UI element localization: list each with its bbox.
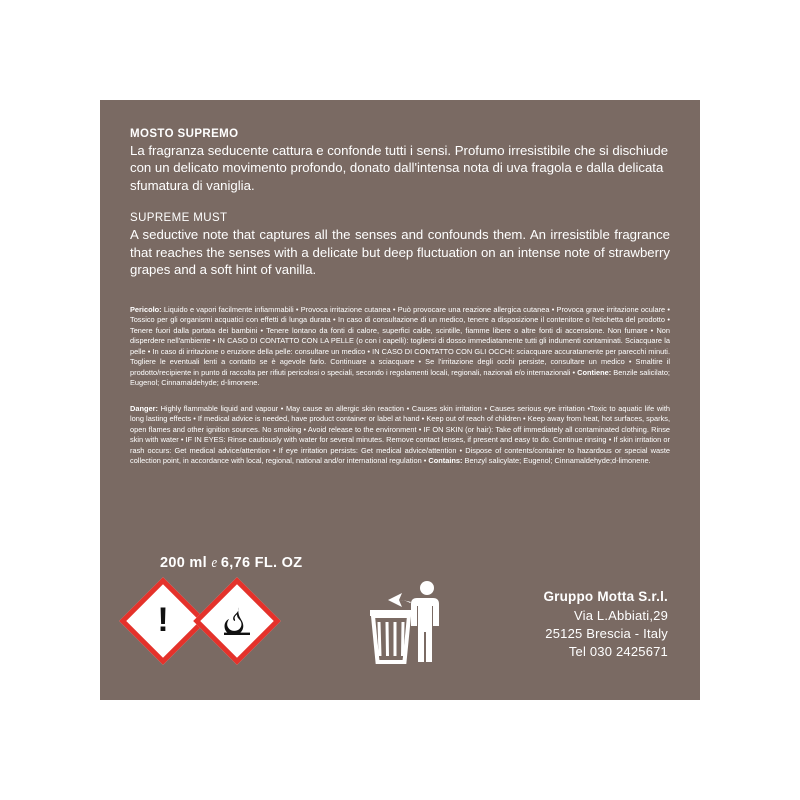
company-phone: Tel 030 2425671: [568, 643, 668, 659]
hazard-statement-english: [130, 404, 670, 467]
hazard-italian-text: Liquido e vapori facilmente infiammabili • Provoca irritazione cutanea • Può provocare una reazione allergica cutanea • Provoca grave irritazione oculare • Tossico per gli organismi acquatici con effetti di lunga durata • In caso di consultazione di un medico, tenere a disposizione il contenitore o l'etichetta del prodotto • Tenere fuori dalla portata dei bambini • Tenere lontano da fonti di calore, superfici calde, scintille, fiamme libere o altre fonti di accensione. Non fumare • Non disperdere nell'ambiente • IN CASO DI CONTATTO CON LA PELLE (o con i capelli): togliersi di dosso immediatamente tutti gli indumenti contaminati. Sciacquare la pelle • In caso di irritazione o eruzione della pelle: consultare un medico • IN CASO DI CONTATTO CON GLI OCCHI: sciacquare accuratamente per parecchi minuti. Togliere le eventuali lenti a contatto se è agevole farlo. Continuare a sciacquare • Se l'irritazione degli occhi persiste, consultare un medico • Smaltire il prodotto/recipiente in punto di raccolta per rifiuti pericolosi o speciali, secondo i regolamenti locali, regionali, nazionali e/o internazionali •: [130, 304, 670, 377]
pictogram-group: [132, 590, 268, 652]
english-title: SUPREME MUST: [130, 212, 228, 225]
company-address-line1: Via L.Abbiati,29: [573, 607, 668, 623]
disposal-icon-wrap: [365, 580, 455, 671]
company-block: [543, 588, 668, 660]
tidyman-bin-icon: [365, 580, 455, 666]
volume-row: [160, 555, 302, 572]
hazard-english-contains-text: Benzyl salicylate; Eugenol; Cinnamaldehyde;d-limonene.: [462, 456, 651, 466]
product-label: [100, 100, 700, 700]
volume-metric: 200 ml: [160, 555, 207, 571]
hazard-italian-contains-lead: Contiene:: [577, 367, 612, 377]
estimated-sign-icon: e: [211, 555, 218, 571]
hazard-english-lead: Danger:: [130, 403, 158, 413]
company-address-line2: 25125 Brescia - Italy: [545, 625, 668, 641]
exclamation-glyph: !: [157, 601, 169, 639]
ghs02-flame-icon: [193, 577, 281, 665]
hazard-statement-italian: [130, 305, 670, 389]
volume-imperial: 6,76 FL. OZ: [220, 555, 303, 571]
hazard-english-text: Highly flammable liquid and vapour • May cause an allergic skin reaction • Causes skin irritation • Causes serious eye irritation •Toxic to aquatic life with long lasting effects • If medical advice is needed, have product container or label at hand • Keep out of reach of children • Keep away from heat, hot surfaces, sparks, open flames and other ignition sources. No smoking • Avoid release to the environment • IF ON SKIN (or hair): Take off immediately all contaminated clothing. Rinse skin with water • IF IN EYES: Rinse cautiously with water for several minutes. Remove contact lenses, if present and easy to do. Continue rinsing • If skin irritation or rash occurs: Get medical advice/attention • If eye irritation persists: Get medical advice/attention • Dispose of contents/container to hazardous or special waste collection point, in accordance with local, regional, national and/or international regulation •: [130, 403, 670, 466]
italian-title: MOSTO SUPREMO: [130, 128, 239, 140]
hazard-italian-contains-text: Benzile salicilato; Eugenol; Cinnamaldehyde; d-limonene.: [130, 367, 670, 388]
company-name: Gruppo Motta S.r.l.: [543, 589, 668, 604]
flame-glyph: [211, 595, 263, 647]
hazard-italian-lead: Pericolo:: [130, 304, 162, 314]
label-footer: [100, 580, 700, 700]
english-description: A seductive note that captures all the senses and confounds them. An irresistible fragrance that reaches the senses with a delicate but deep fluctuation on an intense note of strawberry grapes and a soft hint of vanilla.: [130, 227, 670, 278]
hazard-english-contains-lead: Contains:: [428, 456, 463, 466]
italian-description: La fragranza seducente cattura e confonde tutti i sensi. Profumo irresistibile che si dischiude con un delicato movimento profondo, donato dall'intensa nota di uva fragola e dalla delicata sfumatura di vaniglia.: [130, 143, 669, 193]
